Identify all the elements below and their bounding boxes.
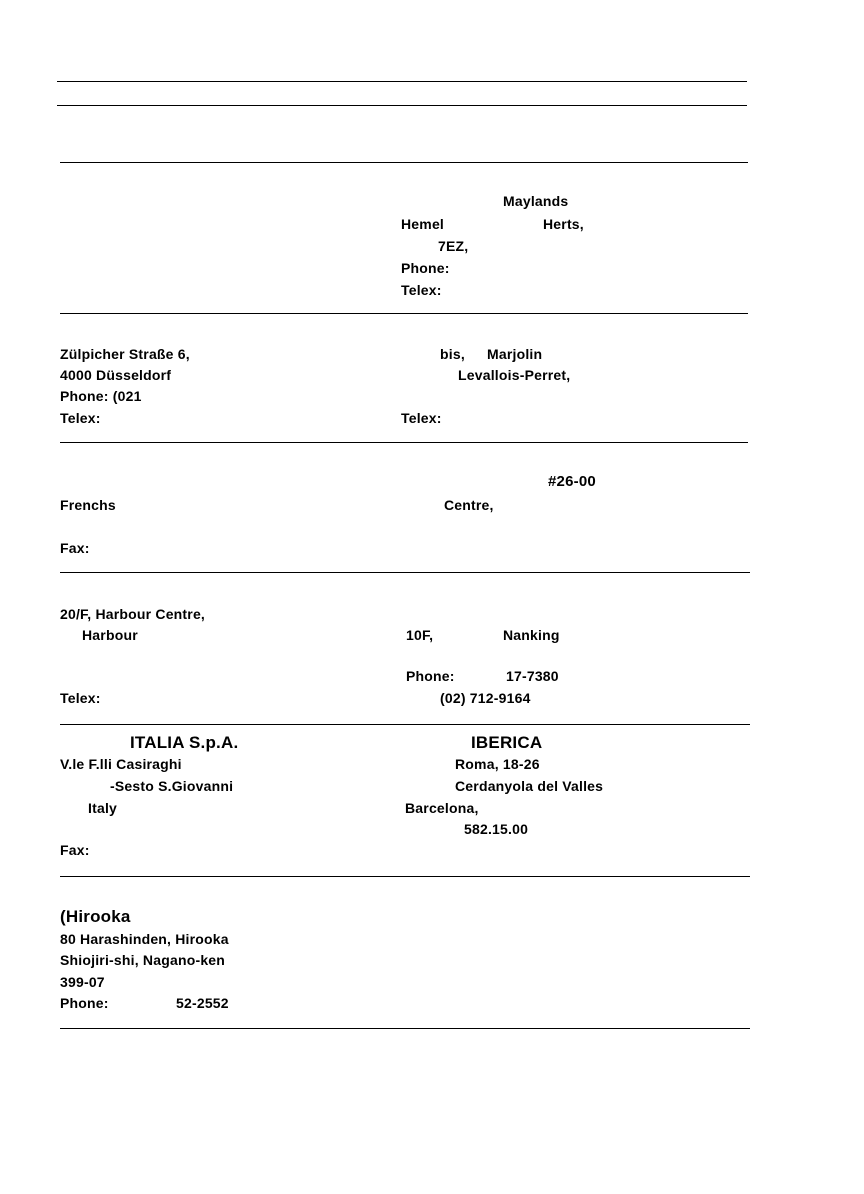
uk-phone-label: Phone: — [401, 260, 450, 276]
italy-line3: Italy — [88, 800, 118, 816]
taiwan-fax-value: (02) 712-9164 — [440, 690, 531, 706]
uk-line1: Maylands — [503, 193, 569, 209]
france-line2: Levallois-Perret, — [458, 367, 571, 383]
spain-line2: Cerdanyola del Valles — [455, 778, 604, 794]
hongkong-telex-label: Telex: — [60, 690, 101, 706]
hongkong-line1: 20/F, Harbour Centre, — [60, 606, 206, 622]
taiwan-line1-part2: Nanking — [503, 627, 560, 643]
japan-line3: 399-07 — [60, 974, 105, 990]
uk-line2-part1: Hemel — [401, 216, 445, 232]
spain-line1: Roma, 18-26 — [455, 756, 540, 772]
italy-title: ITALIA S.p.A. — [130, 733, 239, 752]
taiwan-phone-label: Phone: — [406, 668, 455, 684]
japan-line1: 80 Harashinden, Hirooka — [60, 931, 229, 947]
uk-line2-part2: Herts, — [543, 216, 584, 232]
italy-line2: -Sesto S.Giovanni — [110, 778, 234, 794]
hongkong-line2: Harbour — [82, 627, 138, 643]
france-telex-label: Telex: — [401, 410, 442, 426]
japan-title: (Hirooka — [60, 907, 131, 926]
divider-rule — [60, 572, 750, 573]
italy-line1: V.le F.lli Casiraghi — [60, 756, 182, 772]
divider-rule — [60, 442, 748, 443]
spain-line3: Barcelona, — [405, 800, 479, 816]
germany-telex-label: Telex: — [60, 410, 101, 426]
germany-line2: 4000 Düsseldorf — [60, 367, 172, 383]
singapore-line2: Centre, — [444, 497, 494, 513]
japan-phone-value: 52-2552 — [176, 995, 229, 1011]
spain-title: IBERICA — [471, 733, 543, 752]
singapore-line1: #26-00 — [548, 473, 596, 490]
germany-line1: Zülpicher Straße 6, — [60, 346, 190, 362]
japan-phone-label: Phone: — [60, 995, 109, 1011]
divider-rule — [57, 105, 747, 106]
taiwan-phone-value: 17-7380 — [506, 668, 559, 684]
taiwan-line1-part1: 10F, — [406, 627, 434, 643]
france-line1-part1: bis, — [440, 346, 465, 362]
uk-telex-label: Telex: — [401, 282, 442, 298]
australia-line1: Frenchs — [60, 497, 116, 513]
germany-phone: Phone: (021 — [60, 388, 142, 404]
divider-rule — [57, 81, 747, 82]
australia-fax-label: Fax: — [60, 540, 90, 556]
italy-fax-label: Fax: — [60, 842, 90, 858]
divider-rule — [60, 313, 748, 314]
divider-rule — [60, 724, 750, 725]
uk-line3: 7EZ, — [438, 238, 469, 254]
spain-line4: 582.15.00 — [464, 821, 529, 837]
divider-rule — [60, 162, 748, 163]
divider-rule — [60, 876, 750, 877]
japan-line2: Shiojiri-shi, Nagano-ken — [60, 952, 226, 968]
france-line1-part2: Marjolin — [487, 346, 543, 362]
divider-rule — [60, 1028, 750, 1029]
